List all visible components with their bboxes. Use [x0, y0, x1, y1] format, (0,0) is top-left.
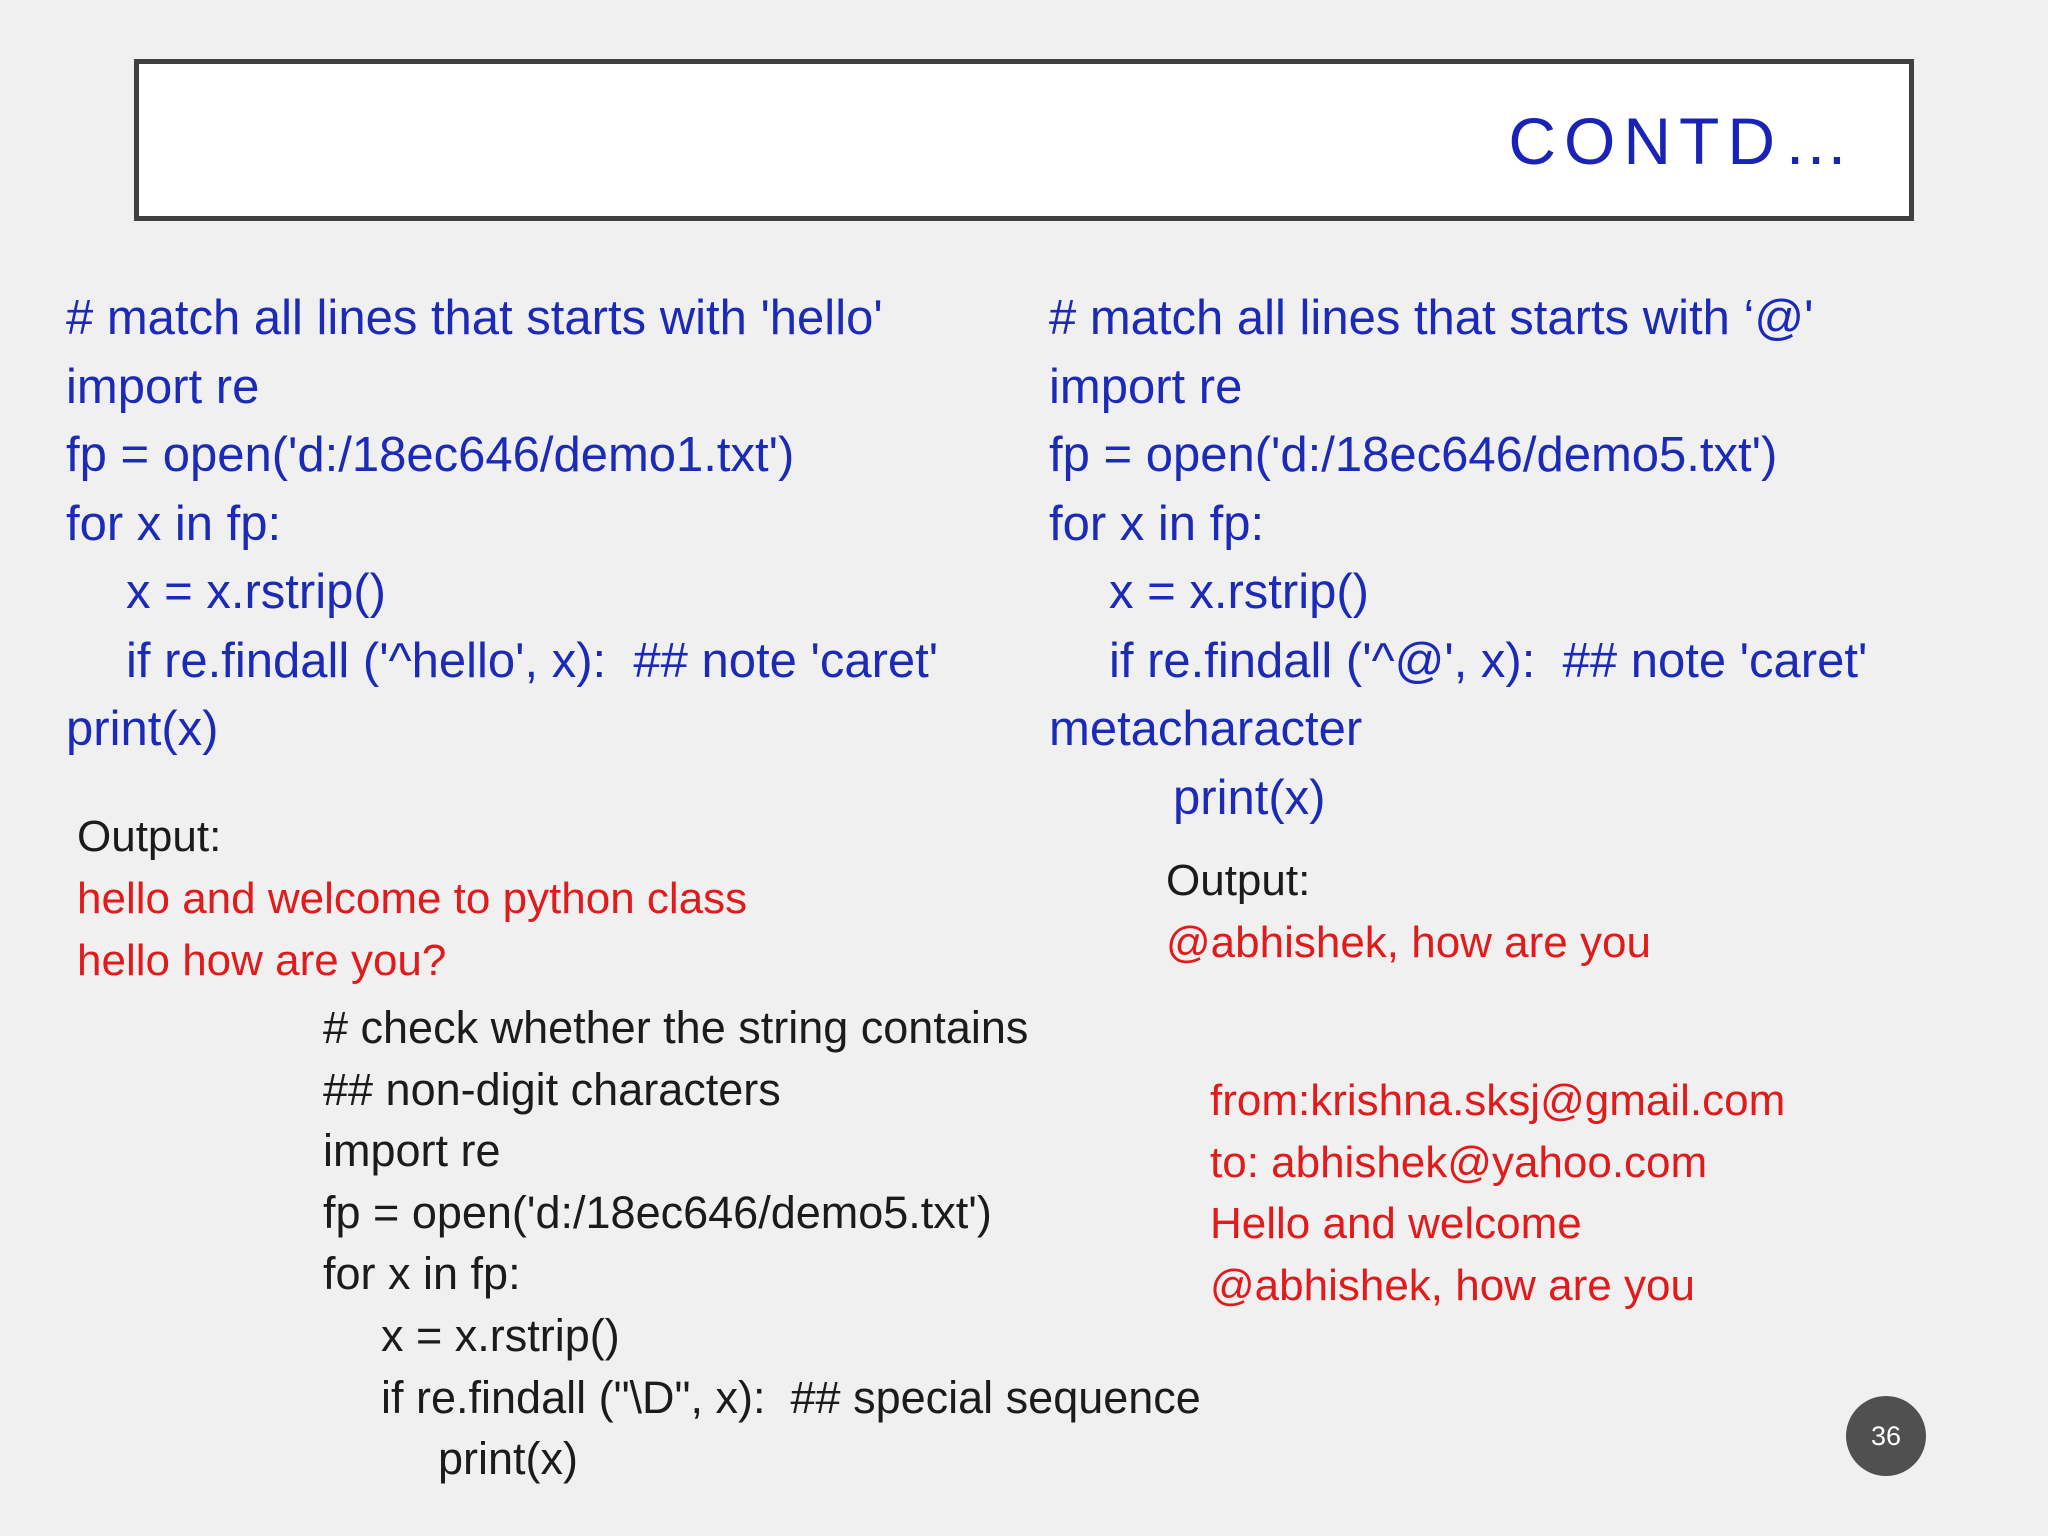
code-line: print(x) — [438, 1433, 579, 1485]
code-line: fp = open('d:/18ec646/demo5.txt') — [1049, 428, 1778, 482]
code-line: for x in fp: — [1049, 496, 1265, 551]
file-line: from:krishna.sksj@gmail.com — [1210, 1076, 1786, 1125]
code-line: fp = open('d:/18ec646/demo5.txt') — [323, 1186, 992, 1238]
code-line: x = x.rstrip() — [381, 1309, 620, 1361]
code-line: ## non-digit characters — [323, 1063, 781, 1115]
left-output-block — [77, 806, 747, 992]
code-line: # match all lines that starts with 'hello' — [66, 291, 883, 345]
page-number-badge: 36 — [1846, 1396, 1926, 1476]
code-line: metacharacter — [1049, 702, 1363, 756]
code-line: # match all lines that starts with ‘@' — [1049, 291, 1814, 345]
file-line: @abhishek, how are you — [1210, 1260, 1695, 1310]
code-line: if re.findall ("\D", x): ## special sequence — [381, 1371, 1201, 1423]
code-line: if re.findall ('^hello', x): ## note 'caret' — [126, 633, 939, 688]
code-line: import re — [66, 359, 260, 414]
code-line: x = x.rstrip() — [1109, 565, 1369, 619]
output-label: Output: — [77, 812, 222, 861]
file-line: Hello and welcome — [1210, 1199, 1582, 1248]
code-line: print(x) — [66, 702, 219, 756]
output-label: Output: — [1166, 856, 1311, 905]
left-code-block — [66, 284, 938, 764]
output-line: @abhishek, how are you — [1166, 918, 1651, 967]
slide-title: CONTD… — [1508, 104, 1857, 178]
code-line: if re.findall ('^@', x): ## note 'caret' — [1109, 633, 1868, 688]
bottom-code-block — [323, 997, 1201, 1490]
code-line: fp = open('d:/18ec646/demo1.txt') — [66, 428, 795, 482]
right-code-block — [1049, 284, 1867, 832]
code-line: # check whether the string contains — [323, 1002, 1029, 1053]
title-box — [134, 59, 1914, 221]
code-line: print(x) — [1173, 770, 1326, 825]
file-line: to: abhishek@yahoo.com — [1210, 1137, 1708, 1187]
output-line: hello and welcome to python class — [77, 874, 748, 923]
code-line: import re — [1049, 359, 1243, 414]
code-line: import re — [323, 1125, 501, 1177]
output-line: hello how are you? — [77, 936, 447, 985]
code-line: x = x.rstrip() — [126, 565, 386, 619]
code-line: for x in fp: — [66, 496, 282, 551]
file-content-block — [1210, 1070, 1785, 1316]
right-output-block — [1166, 850, 1651, 974]
code-line: for x in fp: — [323, 1248, 521, 1300]
